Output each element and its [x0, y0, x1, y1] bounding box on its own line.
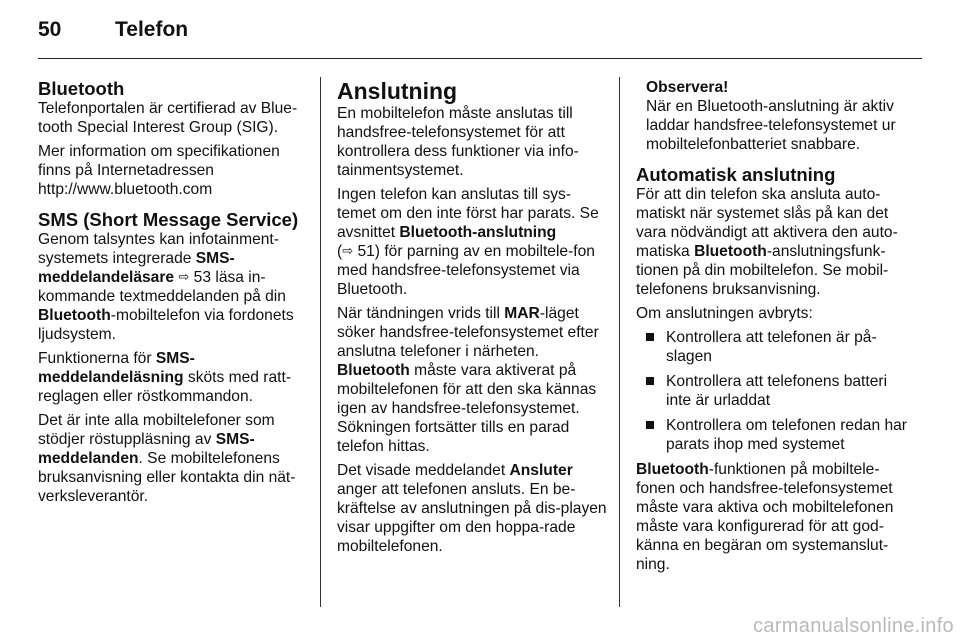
- page-reference-arrow-icon: ⇨: [342, 243, 354, 258]
- bold-term: SMS-meddelanden: [38, 431, 255, 467]
- note-heading: Observera!: [646, 79, 729, 96]
- anslutning-paragraph-4: [337, 461, 607, 556]
- anslutning-paragraph-1: En mobiltelefon måste anslutas till handsfree-telefonsystemet för att kontrollera dess funktioner via info-tainmentsystemet.: [337, 105, 579, 179]
- bluetooth-spec-paragraph: [38, 142, 308, 199]
- text-run: -mobiltelefon via fordonets ljudsystem.: [38, 307, 294, 343]
- text-run: Det visade meddelandet: [337, 462, 510, 479]
- bluetooth-url: http://www.bluetooth.com: [38, 181, 213, 198]
- watermark: carmanualsonline.info: [753, 615, 954, 637]
- sms-paragraph-1: [38, 230, 308, 344]
- text-run: -läget söker handsfree-telefonsystemet efter anslutna telefoner i närheten.: [337, 305, 599, 360]
- bullet-list: [636, 328, 908, 454]
- list-item: [636, 372, 908, 410]
- text-run: För att din telefon ska ansluta auto-matiskt när systemet slås på kan det vara nödvändigt att aktivera den auto-matiska: [636, 186, 898, 260]
- auto-connect-paragraph-3: [636, 460, 908, 574]
- text-run: sköts med ratt-reglagen eller röstkommandon.: [38, 369, 292, 405]
- auto-connect-paragraph-1: [636, 185, 908, 299]
- bullet-square-icon: [646, 333, 654, 341]
- header-rule: [38, 58, 922, 59]
- column-2: [337, 78, 607, 556]
- text-run: -funktionen på mobiltele-fonen och handsfree-telefonsystemet måste vara aktiva och mobiltelefonen måste vara konfigurerad för att god-känna en begäran om systemanslut-ning.: [636, 461, 894, 573]
- bold-term: Ansluter: [509, 462, 573, 479]
- bullet-square-icon: [646, 421, 654, 429]
- column-divider: [320, 77, 321, 607]
- list-item-text: Kontrollera att telefonens batteri inte är urladdat: [666, 373, 888, 409]
- anslutning-paragraph-2: Ingen telefon kan anslutas till sys-temet om den inte först har parats. Se avsnittet Bluetooth-anslutning (⇨ 51) för parning av en mobiltele-fon med handsfree-telefonsystemet via Bluetooth.: [337, 186, 599, 298]
- bold-term: Bluetooth: [337, 362, 410, 379]
- bold-term: MAR: [504, 305, 540, 322]
- text-run: måste vara aktiverat på mobiltelefonen för att den ska kännas igen av handsfree-telefonsystemet. Sökningen fortsätter tills en parad telefon hittas.: [337, 362, 597, 455]
- column-divider: [619, 77, 620, 607]
- text-run: Ingen telefon kan anslutas till sys-temet om den inte först har parats. Se avsnittet: [337, 186, 599, 241]
- auto-connect-heading: Automatisk anslutning: [636, 164, 836, 185]
- bold-term: Bluetooth: [694, 243, 767, 260]
- bullet-square-icon: [646, 377, 654, 385]
- sms-heading: SMS (Short Message Service): [38, 209, 299, 230]
- bold-term: Bluetooth-anslutning: [399, 224, 557, 241]
- bluetooth-heading: Bluetooth: [38, 78, 125, 99]
- note-text: När en Bluetooth-anslutning är aktiv laddar handsfree-telefonsystemet ur mobiltelefonbatteriet snabbare.: [646, 98, 896, 153]
- page-title: Telefon: [115, 18, 189, 41]
- list-item: [636, 416, 908, 454]
- text-run: 51) för parning av en mobiltele-fon med handsfree-telefonsystemet via Bluetooth.: [337, 243, 595, 298]
- page-number: 50: [38, 18, 62, 41]
- text-run: Genom talsyntes kan infotainment-systemets integrerade: [38, 231, 279, 267]
- bold-term: Bluetooth: [636, 461, 709, 478]
- sms-paragraph-2: [38, 349, 308, 406]
- text-run: -anslutningsfunk-tionen på din mobiltelefon. Se mobil-telefonens bruksanvisning.: [636, 243, 889, 298]
- bluetooth-paragraph: Telefonportalen är certifierad av Blue-tooth Special Interest Group (SIG).: [38, 100, 298, 136]
- anslutning-paragraph-3: [337, 304, 607, 456]
- column-3: [636, 78, 908, 574]
- bold-term: SMS-meddelandeläsare: [38, 250, 235, 286]
- auto-connect-paragraph-2: Om anslutningen avbryts:: [636, 305, 813, 322]
- text-run: 53 läsa in-kommande textmeddelanden på din: [38, 269, 286, 305]
- text-run: . Se mobiltelefonens bruksanvisning eller kontakta din nät-verksleverantör.: [38, 450, 296, 505]
- bold-term: SMS-meddelandeläsning: [38, 350, 195, 386]
- page-reference-arrow-icon: ⇨: [178, 269, 190, 284]
- anslutning-heading: Anslutning: [337, 78, 458, 104]
- text-run: Det är inte alla mobiltelefoner som stödjer röstuppläsning av: [38, 412, 275, 448]
- list-item: [636, 328, 908, 366]
- text-run: Funktionerna för: [38, 350, 156, 367]
- column-1: [38, 78, 308, 506]
- sms-paragraph-3: [38, 411, 308, 506]
- bluetooth-spec-text: Mer information om specifikationen finns på Internetadressen: [38, 143, 280, 179]
- list-item-text: Kontrollera om telefonen redan har parats ihop med systemet: [666, 417, 907, 453]
- bold-term: Bluetooth: [38, 307, 111, 324]
- note-box: [646, 78, 908, 154]
- text-run: anger att telefonen ansluts. En be-kräftelse av anslutningen på dis-playen visar uppgifter om den hoppa-rade mobiltelefonen.: [337, 481, 607, 555]
- list-item-text: Kontrollera att telefonen är på-slagen: [666, 329, 877, 365]
- text-run: När tändningen vrids till: [337, 305, 505, 322]
